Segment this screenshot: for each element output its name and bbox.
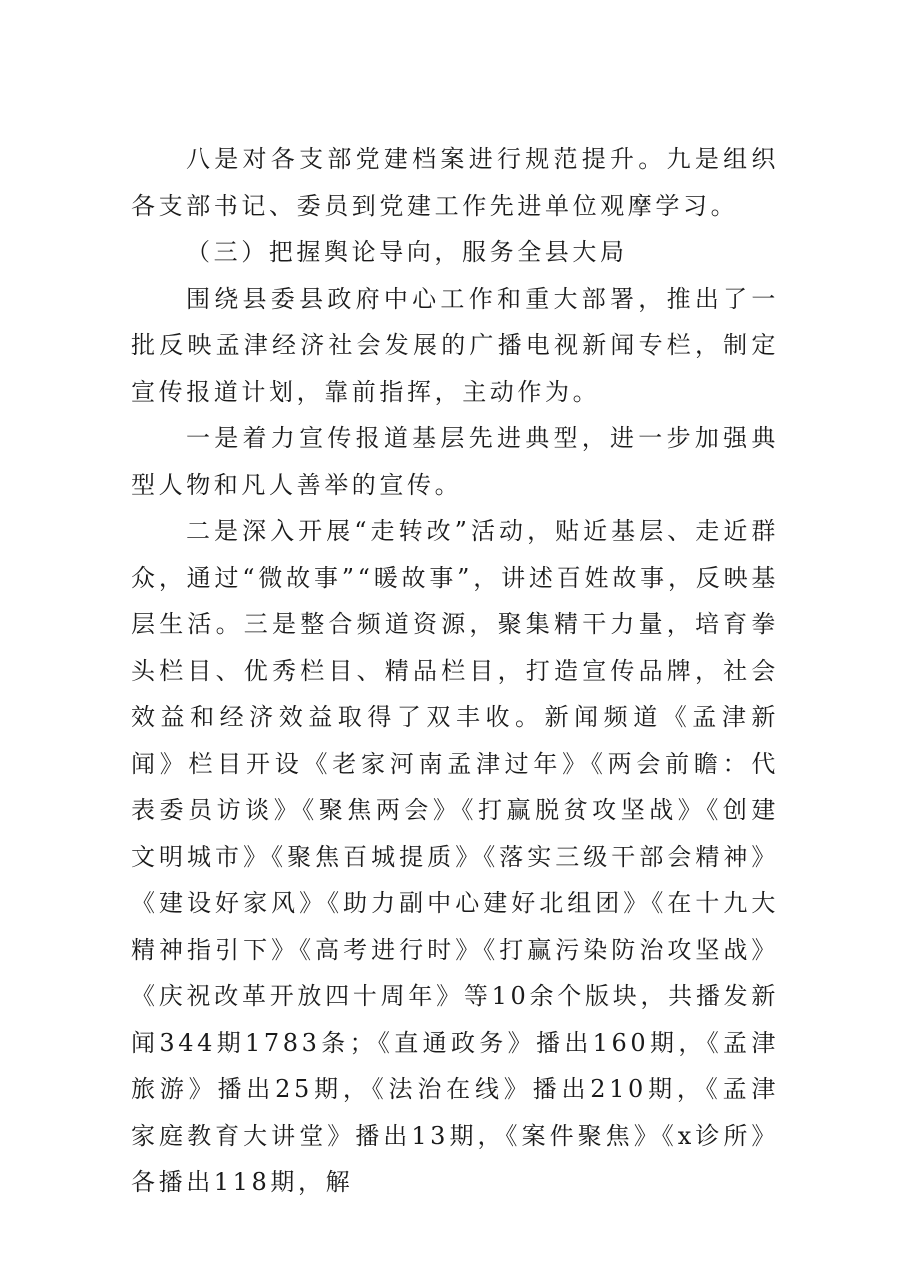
- paragraph-news-columns: 围绕县委县政府中心工作和重大部署，推出了一批反映孟津经济社会发展的广播电视新闻专栏，制定宣传报道计划，靠前指挥，主动作为。: [131, 284, 779, 406]
- paragraph-party-archives: 八是对各支部党建档案进行规范提升。九是组织各支部书记、委员到党建工作先进单位观摩学习。: [131, 145, 779, 220]
- paragraph-grassroots-models: 一是着力宣传报道基层先进典型，进一步加强典型人物和凡人善举的宣传。: [131, 424, 779, 499]
- section-heading-public-opinion: （三）把握舆论导向，服务全县大局: [186, 238, 628, 266]
- paragraph-zouzhuangai-activity: 二是深入开展“走转改”活动，贴近基层、走近群众，通过“微故事”“暖故事”，讲述百姓故事，反映基层生活。三是整合频道资源，聚集精干力量，培育拳头栏目、优秀栏目、精品栏目，打造宣传品牌，社会效益和经济效益取得了双丰收。新闻频道《孟津新闻》栏目开设《老家河南孟津过年》《两会前瞻：代表委员访谈》《聚焦两会》《打赢脱贫攻坚战》《创建文明城市》《聚焦百城提质》《落实三级干部会精神》《建设好家风》《助力副中心建好北组团》《在十九大精神指引下》《高考进行时》《打赢污染防治攻坚战》《庆祝改革开放四十周年》等10余个版块，共播发新闻344期1783条；《直通政务》播出160期，《孟津旅游》播出25期，《法治在线》播出210期，《孟津家庭教育大讲堂》播出13期，《案件聚焦》《x诊所》各播出118期，解: [131, 517, 779, 1196]
- document-body: [131, 136, 779, 1206]
